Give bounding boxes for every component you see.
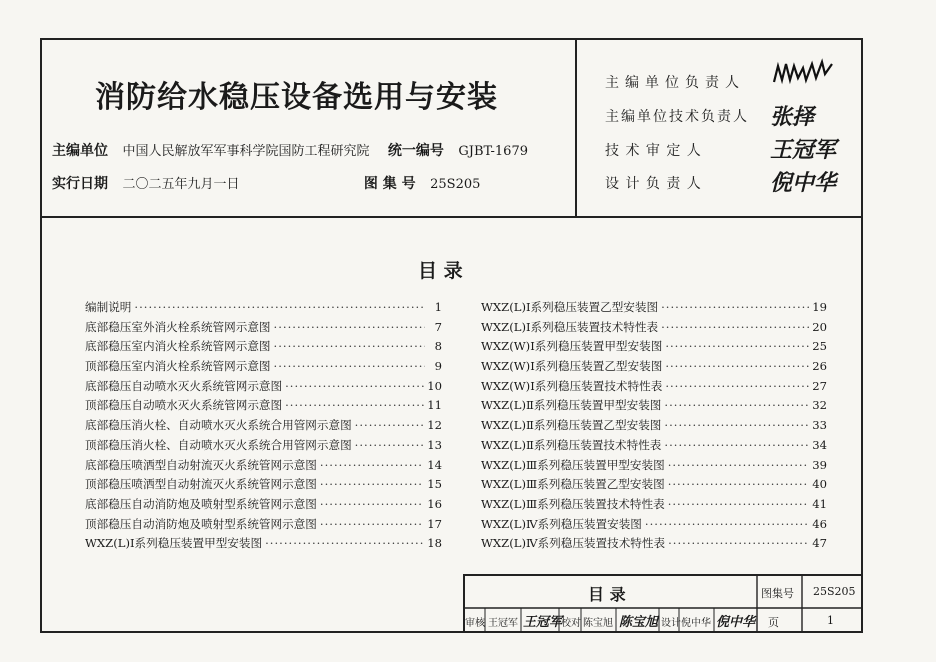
toc-entry[interactable] bbox=[85, 378, 442, 398]
toc-leader-dots bbox=[664, 438, 809, 452]
toc-leader-dots bbox=[645, 517, 809, 531]
toc-entry-page: 14 bbox=[427, 457, 442, 472]
toc-entry-title: 顶部稳压自动喷水灭火系统管网示意图 bbox=[85, 398, 283, 413]
toc-entry-title: WXZ(L)Ⅳ系列稳压装置安装图 bbox=[481, 516, 642, 531]
toc-entry-page: 47 bbox=[812, 536, 827, 551]
toc-entry[interactable] bbox=[481, 397, 827, 417]
toc-leader-dots bbox=[664, 398, 809, 412]
toc-entry-title: 底部稳压自动喷水灭火系统管网示意图 bbox=[85, 378, 283, 393]
toc-entry-page: 1 bbox=[434, 300, 442, 314]
toc-entry-title: 底部稳压自动消防炮及喷射型系统管网示意图 bbox=[85, 496, 317, 511]
toc-entry-page: 11 bbox=[427, 398, 442, 413]
toc-entry-page: 10 bbox=[427, 378, 442, 393]
toc-leader-dots bbox=[665, 339, 809, 353]
toc-entry-title: 顶部稳压喷洒型自动射流灭火系统管网示意图 bbox=[85, 477, 317, 492]
toc-entry-page: 17 bbox=[427, 516, 442, 531]
unified-code-value: GJBT-1679 bbox=[458, 144, 528, 159]
title-block-designer: 倪中华 bbox=[681, 618, 711, 629]
signature-tech-chief: 张择 bbox=[770, 104, 815, 130]
editor-unit-line bbox=[52, 140, 528, 160]
toc-entry-page: 33 bbox=[812, 418, 827, 433]
toc-entry[interactable] bbox=[481, 338, 827, 358]
toc-entry[interactable] bbox=[85, 535, 442, 555]
toc-heading: 目 录 bbox=[418, 260, 463, 282]
toc-entry[interactable] bbox=[481, 516, 827, 536]
toc-entry[interactable] bbox=[85, 516, 442, 536]
toc-entry-title: 顶部稳压室内消火栓系统管网示意图 bbox=[85, 359, 271, 374]
effective-date-label: 实行日期 bbox=[52, 176, 108, 192]
toc-leader-dots bbox=[274, 339, 425, 353]
toc-entry-title: WXZ(L)Ⅰ系列稳压装置技术特性表 bbox=[481, 319, 659, 334]
toc-entry-title: 顶部稳压消火栓、自动喷水灭火系统合用管网示意图 bbox=[85, 437, 352, 452]
toc-leader-dots bbox=[285, 398, 424, 412]
toc-entry-page: 18 bbox=[427, 536, 442, 551]
toc-entry[interactable] bbox=[85, 299, 442, 319]
toc-entry-page: 39 bbox=[812, 457, 827, 472]
toc-entry[interactable] bbox=[481, 437, 827, 457]
responsible-role: 设 计 负 责 人 bbox=[605, 176, 702, 192]
toc-leader-dots bbox=[668, 497, 810, 511]
toc-entry-page: 34 bbox=[812, 437, 827, 452]
toc-entry[interactable] bbox=[85, 437, 442, 457]
toc-entry[interactable] bbox=[85, 397, 442, 417]
page-title: 消防给水稳压设备选用与安装 bbox=[95, 80, 498, 115]
header-column-divider bbox=[575, 38, 577, 218]
toc-entry[interactable] bbox=[481, 319, 827, 339]
toc-entry[interactable] bbox=[85, 496, 442, 516]
toc-entry[interactable] bbox=[85, 417, 442, 437]
toc-leader-dots bbox=[668, 458, 810, 472]
title-block-reviewer: 王冠军 bbox=[488, 618, 518, 629]
toc-entry-page: 8 bbox=[434, 339, 442, 354]
toc-leader-dots bbox=[265, 536, 424, 550]
signature-chief bbox=[770, 58, 840, 90]
toc-entry[interactable] bbox=[481, 535, 827, 555]
toc-entry-title: 顶部稳压自动消防炮及喷射型系统管网示意图 bbox=[85, 516, 317, 531]
toc-entry[interactable] bbox=[85, 319, 442, 339]
editor-unit-value: 中国人民解放军军事科学院国防工程研究院 bbox=[122, 144, 370, 159]
toc-right-column bbox=[481, 299, 827, 555]
title-block-designer-signature: 倪中华 bbox=[716, 615, 756, 630]
title-block-page-label: 页 bbox=[768, 616, 779, 629]
toc-entry-page: 19 bbox=[812, 300, 827, 314]
toc-entry-page: 41 bbox=[812, 496, 827, 511]
toc-entry[interactable] bbox=[85, 358, 442, 378]
toc-entry[interactable] bbox=[481, 457, 827, 477]
toc-entry-title: 编制说明 bbox=[85, 300, 132, 314]
toc-entry-page: 32 bbox=[812, 398, 827, 413]
toc-entry[interactable] bbox=[481, 378, 827, 398]
toc-leader-dots bbox=[355, 438, 425, 452]
toc-leader-dots bbox=[665, 379, 809, 393]
toc-entry-title: WXZ(W)Ⅰ系列稳压装置乙型安装图 bbox=[481, 359, 663, 374]
toc-entry-page: 46 bbox=[812, 516, 827, 531]
toc-entry-title: WXZ(L)Ⅱ系列稳压装置技术特性表 bbox=[481, 437, 662, 452]
toc-entry-title: WXZ(L)Ⅲ系列稳压装置甲型安装图 bbox=[481, 457, 665, 472]
unified-code-label: 统一编号 bbox=[387, 143, 444, 159]
toc-entry-page: 40 bbox=[812, 477, 827, 492]
toc-leader-dots bbox=[320, 517, 424, 531]
toc-entry-title: 底部稳压喷洒型自动射流灭火系统管网示意图 bbox=[85, 457, 317, 472]
toc-entry-title: WXZ(L)Ⅱ系列稳压装置乙型安装图 bbox=[481, 418, 662, 433]
responsible-role: 主编单位技术负责人 bbox=[605, 109, 749, 125]
title-block-checker: 陈宝旭 bbox=[583, 618, 613, 629]
title-block-check-label: 校对 bbox=[561, 618, 581, 629]
toc-entry[interactable] bbox=[481, 476, 827, 496]
toc-entry-title: WXZ(L)Ⅰ系列稳压装置甲型安装图 bbox=[85, 536, 263, 551]
editor-unit-label: 主编单位 bbox=[52, 143, 108, 159]
atlas-number-value: 25S205 bbox=[430, 177, 481, 192]
date-line bbox=[52, 173, 480, 193]
toc-entry[interactable] bbox=[481, 358, 827, 378]
effective-date-value: 二〇二五年九月一日 bbox=[122, 177, 240, 192]
toc-entry-page: 15 bbox=[427, 477, 442, 492]
title-block-review-label: 审核 bbox=[465, 618, 485, 629]
title-block-design-label: 设计 bbox=[661, 618, 681, 629]
toc-entry-title: WXZ(W)Ⅰ系列稳压装置甲型安装图 bbox=[481, 339, 663, 354]
responsible-role: 技 术 审 定 人 bbox=[605, 143, 702, 159]
signature-design-chief: 倪中华 bbox=[770, 170, 837, 196]
toc-leader-dots bbox=[665, 359, 809, 373]
toc-entry-page: 16 bbox=[427, 496, 442, 511]
toc-entry-title: WXZ(L)Ⅱ系列稳压装置甲型安装图 bbox=[481, 398, 662, 413]
toc-entry-page: 9 bbox=[434, 359, 442, 374]
signature-reviewer: 王冠军 bbox=[770, 137, 837, 163]
toc-entry-title: WXZ(L)Ⅲ系列稳压装置技术特性表 bbox=[481, 496, 665, 511]
title-block-reviewer-signature: 王冠军 bbox=[523, 615, 563, 630]
toc-leader-dots bbox=[320, 497, 424, 511]
toc-entry[interactable] bbox=[85, 457, 442, 477]
toc-leader-dots bbox=[320, 458, 424, 472]
toc-entry[interactable] bbox=[85, 338, 442, 358]
title-block-atlas-value: 25S205 bbox=[813, 585, 856, 598]
toc-entry-page: 20 bbox=[812, 319, 827, 334]
toc-entry[interactable] bbox=[481, 496, 827, 516]
title-block-name: 目 录 bbox=[588, 585, 626, 604]
toc-entry-title: WXZ(L)Ⅲ系列稳压装置乙型安装图 bbox=[481, 477, 665, 492]
toc-entry-title: WXZ(W)Ⅰ系列稳压装置技术特性表 bbox=[481, 378, 663, 393]
toc-leader-dots bbox=[664, 418, 809, 432]
toc-leader-dots bbox=[355, 418, 425, 432]
toc-leader-dots bbox=[274, 359, 425, 373]
toc-entry-page: 26 bbox=[812, 359, 827, 374]
toc-entry-page: 12 bbox=[427, 418, 442, 433]
toc-entry-title: WXZ(L)Ⅳ系列稳压装置技术特性表 bbox=[481, 536, 666, 551]
toc-leader-dots bbox=[274, 320, 425, 334]
toc-leader-dots bbox=[134, 300, 425, 314]
toc-entry-page: 7 bbox=[434, 319, 442, 334]
toc-entry-page: 13 bbox=[427, 437, 442, 452]
toc-leader-dots bbox=[661, 300, 809, 314]
atlas-number-label: 图 集 号 bbox=[363, 176, 416, 192]
title-block-page-value: 1 bbox=[827, 614, 834, 627]
responsible-role: 主编单位负责人 bbox=[605, 75, 745, 91]
toc-entry-title: 底部稳压消火栓、自动喷水灭火系统合用管网示意图 bbox=[85, 418, 352, 433]
toc-leader-dots bbox=[668, 477, 810, 491]
toc-entry-title: 底部稳压室内消火栓系统管网示意图 bbox=[85, 339, 271, 354]
toc-entry[interactable] bbox=[481, 299, 827, 319]
header-divider bbox=[40, 216, 863, 218]
title-block-atlas-label: 图集号 bbox=[761, 587, 794, 600]
toc-entry-title: WXZ(L)Ⅰ系列稳压装置乙型安装图 bbox=[481, 300, 659, 314]
toc-entry-page: 27 bbox=[812, 378, 827, 393]
toc-leader-dots bbox=[285, 379, 424, 393]
toc-entry[interactable] bbox=[85, 476, 442, 496]
title-block-checker-signature: 陈宝旭 bbox=[619, 615, 659, 630]
toc-leader-dots bbox=[668, 536, 809, 550]
toc-leader-dots bbox=[320, 477, 424, 491]
toc-left-column bbox=[85, 299, 442, 555]
toc-entry[interactable] bbox=[481, 417, 827, 437]
toc-entry-title: 底部稳压室外消火栓系统管网示意图 bbox=[85, 319, 271, 334]
toc-leader-dots bbox=[661, 320, 809, 334]
toc-entry-page: 25 bbox=[812, 339, 827, 354]
